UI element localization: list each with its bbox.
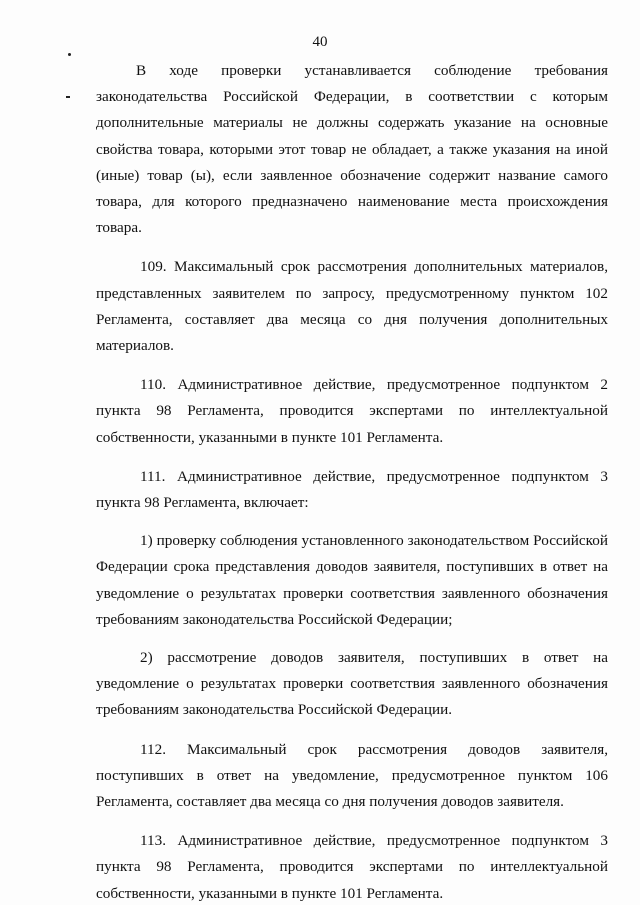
paragraph-113: 113. Административное действие, предусмотренное подпунктом 3 пункта 98 Регламента, проводится экспертами по интеллектуальной собственности, указанными в пункте 101 Регламента. bbox=[96, 832, 608, 902]
paragraph-intro: В ходе проверки устанавливается соблюдение требования законодательства Российской Федерации, в соответствии с которым дополнительные материалы не должны содержать указание на основные свойства товара, которыми этот товар не обладает, а также указания на иной (иные) товар (ы), если заявленное обозначение содержит название самого товара, для которого предназначено наименование места происхождения товара. bbox=[96, 62, 608, 237]
paragraph-111-item-2: 2) рассмотрение доводов заявителя, поступивших в ответ на уведомление о результатах проверки соответствия заявленного обозначения требованиям законодательства Российской Федерации. bbox=[96, 649, 608, 719]
scan-dot-mark bbox=[68, 53, 71, 56]
paragraph-111-item-1: 1) проверку соблюдения установленного законодательством Российской Федерации срока представления доводов заявителя, поступивших в ответ на уведомление о результатах проверки соответствия заявленного обозначения требованиям законодательства Российской Федерации; bbox=[96, 532, 608, 628]
page-number: 40 bbox=[312, 34, 328, 50]
paragraph-112: 112. Максимальный срок рассмотрения доводов заявителя, поступивших в ответ на уведомление, предусмотренное пунктом 106 Регламента, составляет два месяца со дня получения доводов заявителя. bbox=[96, 740, 608, 811]
paragraph-111: 111. Административное действие, предусмотренное подпунктом 3 пункта 98 Регламента, включает: bbox=[96, 467, 608, 512]
paragraph-110: 110. Административное действие, предусмотренное подпунктом 2 пункта 98 Регламента, проводится экспертами по интеллектуальной собственности, указанными в пункте 101 Регламента. bbox=[96, 376, 608, 446]
document-body bbox=[96, 58, 608, 920]
scan-dash-mark bbox=[66, 96, 70, 98]
paragraph-109: 109. Максимальный срок рассмотрения дополнительных материалов, представленных заявителем по запросу, предусмотренному пунктом 102 Регламента, составляет два месяца со дня получения дополнительных материалов. bbox=[96, 258, 608, 355]
